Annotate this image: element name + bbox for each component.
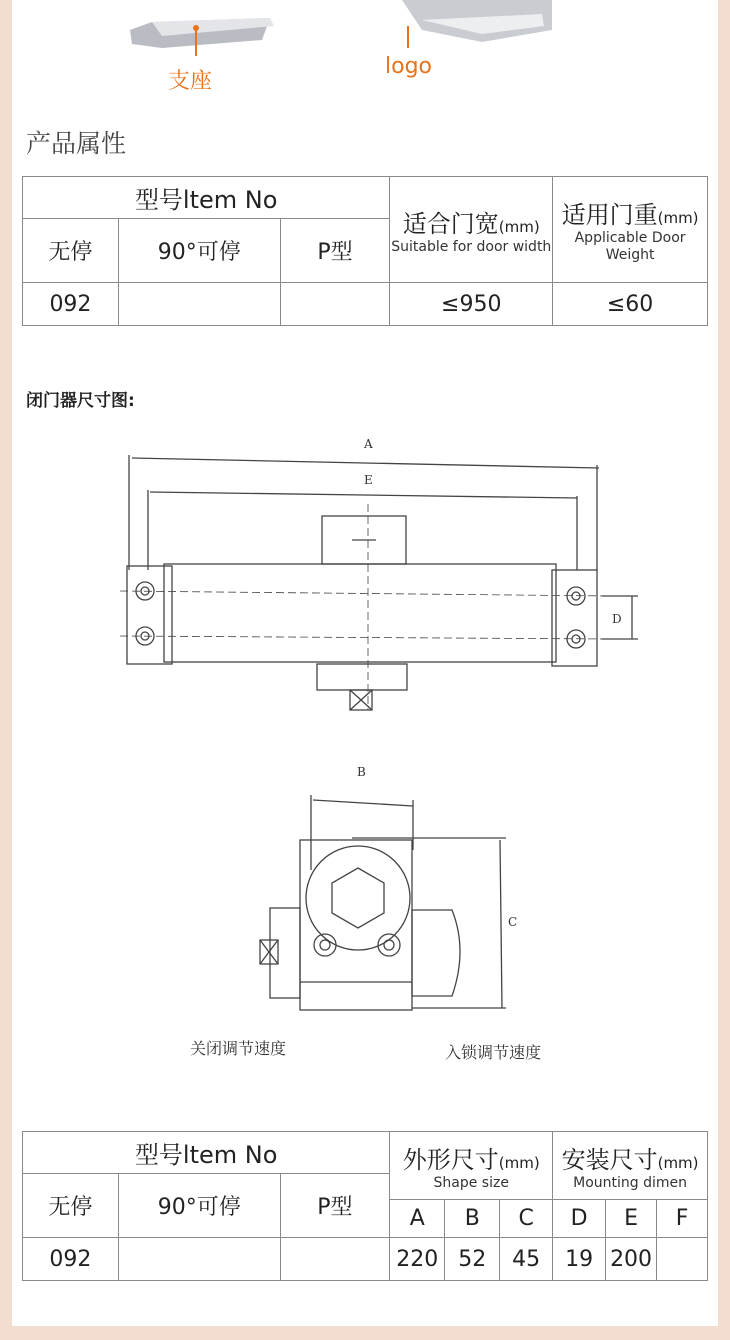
right-end-cap: [552, 570, 597, 666]
mount-cn: 安装尺寸: [561, 1145, 658, 1174]
cell-nostop: [118, 283, 280, 326]
shape-size-header: [390, 1132, 553, 1200]
side-cap: [412, 910, 460, 996]
side-left-block: [270, 908, 300, 998]
dim-header-e: E: [606, 1200, 657, 1238]
cell-a: 220: [390, 1238, 445, 1281]
spec-table-1: [22, 176, 708, 326]
centre-line-top: [120, 591, 612, 596]
door-width-en: Suitable for door width: [391, 238, 552, 255]
col-ptype-2: P型: [280, 1174, 390, 1238]
dim-header-f: F: [657, 1200, 708, 1238]
dim-e-line: [150, 492, 577, 498]
dim-b-line: [313, 800, 413, 806]
cell-f: [657, 1238, 708, 1281]
cell-model-2: 092: [23, 1238, 119, 1281]
product-photo-fragment: [12, 0, 718, 60]
col-nostop: 无停: [23, 219, 119, 283]
dim-a-line: [132, 458, 599, 468]
cell-ptype-2: [280, 1238, 390, 1281]
cell-ptype: [280, 283, 390, 326]
dim-header-b: B: [445, 1200, 500, 1238]
side-pinion-hex: [332, 868, 384, 928]
dim-c-line: [500, 840, 502, 1008]
valve-block: [317, 664, 407, 690]
caption-close-speed: 关闭调节速度: [190, 1039, 287, 1058]
dim-header-d: D: [553, 1200, 606, 1238]
dim-b-label: B: [357, 765, 366, 779]
cell-e: 200: [606, 1238, 657, 1281]
door-width-unit: (mm): [498, 217, 540, 236]
dim-header-a: A: [390, 1200, 445, 1238]
shape-cn: 外形尺寸: [402, 1145, 499, 1174]
col-nostop-2: 无停: [23, 1174, 119, 1238]
dimension-drawing: [12, 420, 718, 1070]
col-90stop: 90°可停: [118, 219, 280, 283]
dim-d-label: D: [612, 612, 622, 626]
mount-unit: (mm): [657, 1153, 699, 1172]
cell-d: 19: [553, 1238, 606, 1281]
mounting-size-header: [553, 1132, 708, 1200]
door-weight-header: [553, 177, 708, 283]
cell-b: 52: [445, 1238, 500, 1281]
mount-pointer-dot: [193, 25, 199, 31]
table-row: [23, 283, 708, 326]
cell-model: 092: [23, 283, 119, 326]
cell-width: ≤950: [390, 283, 553, 326]
model-header: 型号ltem No: [23, 177, 390, 219]
door-width-header: [390, 177, 553, 283]
dim-a-label: A: [364, 437, 373, 451]
col-90stop-2: 90°可停: [118, 1174, 280, 1238]
model-header-2: 型号ltem No: [23, 1132, 390, 1174]
page-panel: [12, 0, 718, 1326]
door-weight-en: Applicable Door Weight: [574, 230, 686, 263]
section-title: 产品属性: [26, 129, 127, 158]
side-screw-left: [314, 934, 336, 956]
spec-table-2: [22, 1131, 708, 1281]
shape-en: Shape size: [433, 1174, 509, 1191]
table-row: [23, 1238, 708, 1281]
dim-header-c: C: [500, 1200, 553, 1238]
logo-label: logo: [385, 54, 432, 79]
caption-latch-speed: 入锁调节速度: [445, 1043, 542, 1062]
cell-nostop-2: [118, 1238, 280, 1281]
col-ptype: P型: [280, 219, 390, 283]
door-weight-cn: 适用门重: [561, 201, 658, 229]
shape-unit: (mm): [498, 1153, 540, 1172]
mount-en: Mounting dimen: [573, 1174, 688, 1191]
left-end-cap: [127, 566, 172, 664]
dim-c-label: C: [508, 915, 518, 929]
door-weight-unit: (mm): [657, 209, 699, 227]
drawing-title: 闭门器尺寸图:: [26, 391, 135, 411]
dim-e-label: E: [364, 473, 373, 487]
mount-label: 支座: [168, 69, 213, 94]
cell-weight: ≤60: [553, 283, 708, 326]
cell-c: 45: [500, 1238, 553, 1281]
closer-body: [164, 564, 556, 662]
centre-line-bottom: [120, 636, 612, 639]
door-width-cn: 适合门宽: [402, 209, 499, 238]
